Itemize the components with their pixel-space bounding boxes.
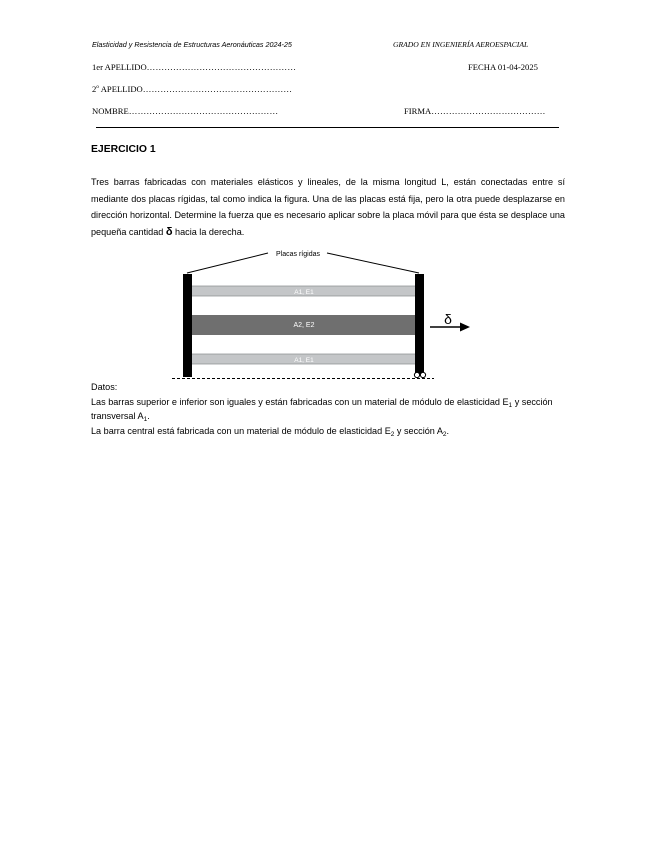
firma-label: FIRMA xyxy=(404,106,432,116)
datos-line-1-text-b: y sección transversal A xyxy=(91,396,553,422)
apellido2-label-superscript: o xyxy=(96,84,100,91)
nombre-field[interactable] xyxy=(92,106,278,116)
datos-line-1-end: . xyxy=(147,411,150,422)
firma-blank: ………………………………… xyxy=(431,106,546,116)
datos-line-2-text-b: y sección A xyxy=(394,425,443,436)
e1-subscript: 1 xyxy=(508,401,513,409)
roller-right xyxy=(420,372,425,377)
leader-line-right xyxy=(327,253,419,273)
statement-text-end: hacia la derecha. xyxy=(172,226,245,237)
displacement-arrowhead xyxy=(460,323,470,332)
datos-line-1-text: Las barras superior e inferior son iguales y están fabricadas con un material de módulo de elasticidad E xyxy=(91,396,509,407)
a1-subscript: 1 xyxy=(143,416,148,424)
datos-section xyxy=(91,380,571,438)
bar-middle-label: A2, E2 xyxy=(293,322,315,329)
delta-inline-symbol: δ xyxy=(165,225,173,238)
datos-title: Datos: xyxy=(91,382,118,392)
roller-left xyxy=(414,372,419,377)
plates-label: Placas rígidas xyxy=(276,251,320,258)
statement-text: Tres barras fabricadas con materiales elásticos y lineales, de la misma longitud L, están conectadas entre sí mediante dos placas rígidas, tal como indica la figura. Una de las placas está fija, pero la otra puede desplazarse en dirección horizontal. Determine la fuerza que es necesario aplicar sobre la placa móvil para que ésta se desplace una pequeña cantidad xyxy=(91,177,565,237)
datos-line-1 xyxy=(91,395,571,424)
nombre-blank: …………………………………………… xyxy=(128,106,279,116)
apellido2-label-number: 2 xyxy=(92,84,97,94)
moving-plate xyxy=(415,274,424,374)
datos-line-2 xyxy=(91,424,571,439)
datos-line-2-end: . xyxy=(446,425,450,436)
course-title: Elasticidad y Resistencia de Estructuras Aeronáuticas 2024-25 xyxy=(92,40,292,49)
exercise-title: EJERCICIO 1 xyxy=(91,144,156,155)
a2-subscript: 2 xyxy=(442,430,447,438)
exercise-statement xyxy=(91,174,565,240)
apellido1-field[interactable] xyxy=(92,62,296,72)
fixed-plate xyxy=(183,274,192,377)
e2-subscript: 2 xyxy=(390,430,395,438)
leader-line-left xyxy=(187,253,268,273)
firma-field[interactable] xyxy=(404,106,546,116)
apellido2-blank: …………………………………………… xyxy=(142,84,293,94)
degree-title: GRADO EN INGENIERÍA AEROESPACIAL xyxy=(393,40,529,49)
fecha-text: FECHA 01-04-2025 xyxy=(468,62,538,72)
datos-line-2-text: La barra central está fabricada con un material de módulo de elasticidad E xyxy=(91,425,391,436)
bars-figure xyxy=(172,244,482,384)
delta-label: δ xyxy=(444,311,452,327)
apellido2-field[interactable] xyxy=(92,84,292,94)
apellido1-label: 1er APELLIDO xyxy=(92,62,147,72)
nombre-label: NOMBRE xyxy=(92,106,129,116)
apellido2-label: APELLIDO xyxy=(99,84,143,94)
header-divider xyxy=(96,127,559,128)
bar-bottom-label: A1, E1 xyxy=(294,357,314,364)
bar-top-label: A1, E1 xyxy=(294,289,314,296)
apellido1-blank: …………………………………………… xyxy=(146,62,297,72)
